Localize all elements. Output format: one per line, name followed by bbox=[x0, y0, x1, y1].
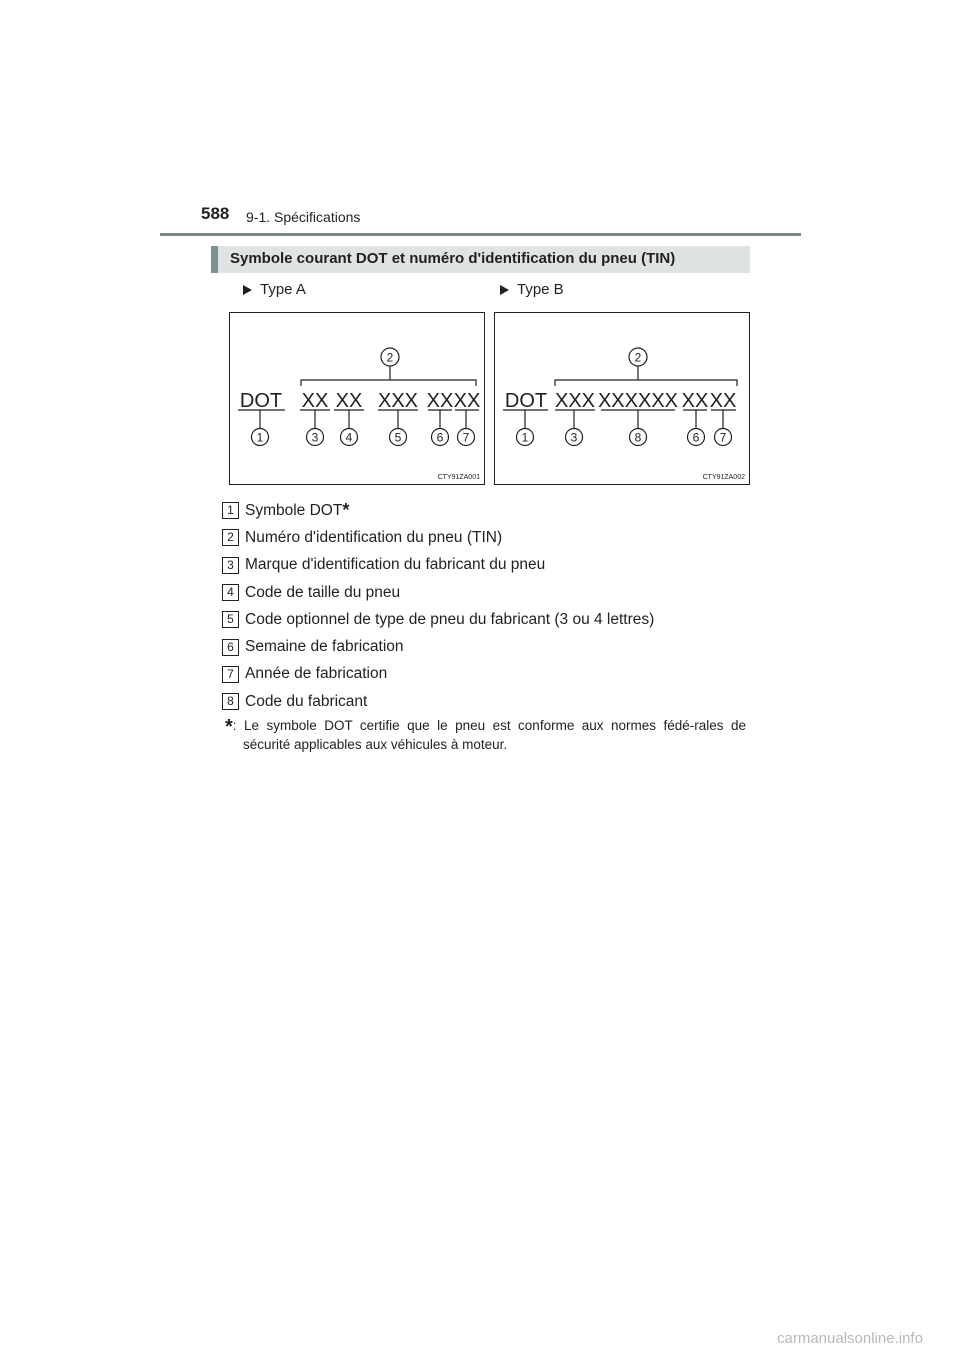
legend-item bbox=[222, 579, 762, 606]
code-group: XX bbox=[301, 390, 329, 412]
section-title: 9-1. Spécifications bbox=[246, 209, 361, 225]
callout-number: 1 bbox=[256, 430, 264, 445]
number-badge: 5 bbox=[222, 611, 239, 628]
callout-number: 5 bbox=[394, 430, 402, 445]
legend-item bbox=[222, 524, 762, 551]
legend-item bbox=[222, 552, 762, 579]
legend-item bbox=[222, 497, 762, 524]
code-group: XXX bbox=[554, 390, 596, 412]
legend-text: Code de taille du pneu bbox=[245, 583, 401, 601]
callout-number: 6 bbox=[692, 430, 700, 445]
figure-code: CTY91ZA002 bbox=[702, 474, 745, 481]
legend-text: Numéro d'identification du pneu (TIN) bbox=[245, 528, 503, 546]
number-badge: 6 bbox=[222, 639, 239, 656]
callout-number: 7 bbox=[462, 430, 470, 445]
legend-text: Code du fabricant bbox=[245, 692, 368, 710]
code-group: DOT bbox=[504, 390, 548, 412]
code-group: XX bbox=[453, 390, 481, 412]
number-badge: 1 bbox=[222, 502, 239, 519]
legend-item bbox=[222, 661, 762, 688]
code-group: XX bbox=[709, 390, 737, 412]
legend-text: Code optionnel de type de pneu du fabricant (3 ou 4 lettres) bbox=[245, 610, 655, 628]
heading-title: Symbole courant DOT et numéro d'identification du pneu (TIN) bbox=[230, 250, 676, 267]
callout-2: 2 bbox=[634, 350, 642, 365]
callout-number: 8 bbox=[634, 430, 642, 445]
code-group: XXX bbox=[377, 390, 419, 412]
legend-item bbox=[222, 633, 762, 660]
footnote bbox=[225, 717, 746, 754]
bracket-line bbox=[301, 380, 476, 386]
callout-2: 2 bbox=[386, 350, 394, 365]
bracket-line bbox=[555, 380, 737, 386]
footnote-asterisk: * bbox=[225, 716, 233, 738]
code-group: XX bbox=[426, 390, 454, 412]
code-group: DOT bbox=[239, 390, 283, 412]
code-group: XX bbox=[335, 390, 363, 412]
figure-code: CTY91ZA001 bbox=[437, 474, 480, 481]
figure-type-b bbox=[494, 312, 750, 485]
watermark: carmanualsonline.info bbox=[777, 1330, 923, 1347]
footnote-text: : Le symbole DOT certifie que le pneu est conforme aux normes fédé-rales de sécurité applicables aux véhicules à moteur. bbox=[232, 718, 746, 752]
callout-number: 3 bbox=[311, 430, 319, 445]
figure-a-diagram bbox=[230, 313, 484, 484]
legend-text: Semaine de fabrication bbox=[245, 638, 404, 656]
number-badge: 7 bbox=[222, 666, 239, 683]
number-badge: 8 bbox=[222, 693, 239, 710]
callout-number: 1 bbox=[521, 430, 529, 445]
header-rule bbox=[160, 233, 801, 236]
figure-b-diagram bbox=[495, 313, 749, 484]
legend-item bbox=[222, 606, 762, 633]
legend-text: Marque d'identification du fabricant du pneu bbox=[245, 556, 546, 574]
callout-number: 3 bbox=[570, 430, 578, 445]
callout-number: 7 bbox=[719, 430, 727, 445]
heading-bar bbox=[211, 246, 750, 273]
callout-number: 4 bbox=[345, 430, 353, 445]
type-b-label bbox=[500, 281, 564, 298]
legend-item bbox=[222, 688, 762, 715]
figure-type-a bbox=[229, 312, 485, 485]
triangle-bullet-icon bbox=[243, 285, 252, 295]
page-number: 588 bbox=[201, 204, 230, 223]
type-b-text: Type B bbox=[517, 281, 564, 298]
legend-text: Année de fabrication bbox=[245, 665, 388, 683]
legend-text: Symbole DOT bbox=[245, 501, 343, 519]
asterisk-mark: * bbox=[342, 500, 350, 521]
number-badge: 3 bbox=[222, 557, 239, 574]
code-group: XXXXXX bbox=[597, 390, 679, 412]
code-group: XX bbox=[681, 390, 709, 412]
type-a-text: Type A bbox=[260, 281, 306, 298]
number-badge: 4 bbox=[222, 584, 239, 601]
legend-list bbox=[222, 497, 762, 715]
triangle-bullet-icon bbox=[500, 285, 509, 295]
callout-number: 6 bbox=[436, 430, 444, 445]
number-badge: 2 bbox=[222, 529, 239, 546]
type-a-label bbox=[243, 281, 306, 298]
